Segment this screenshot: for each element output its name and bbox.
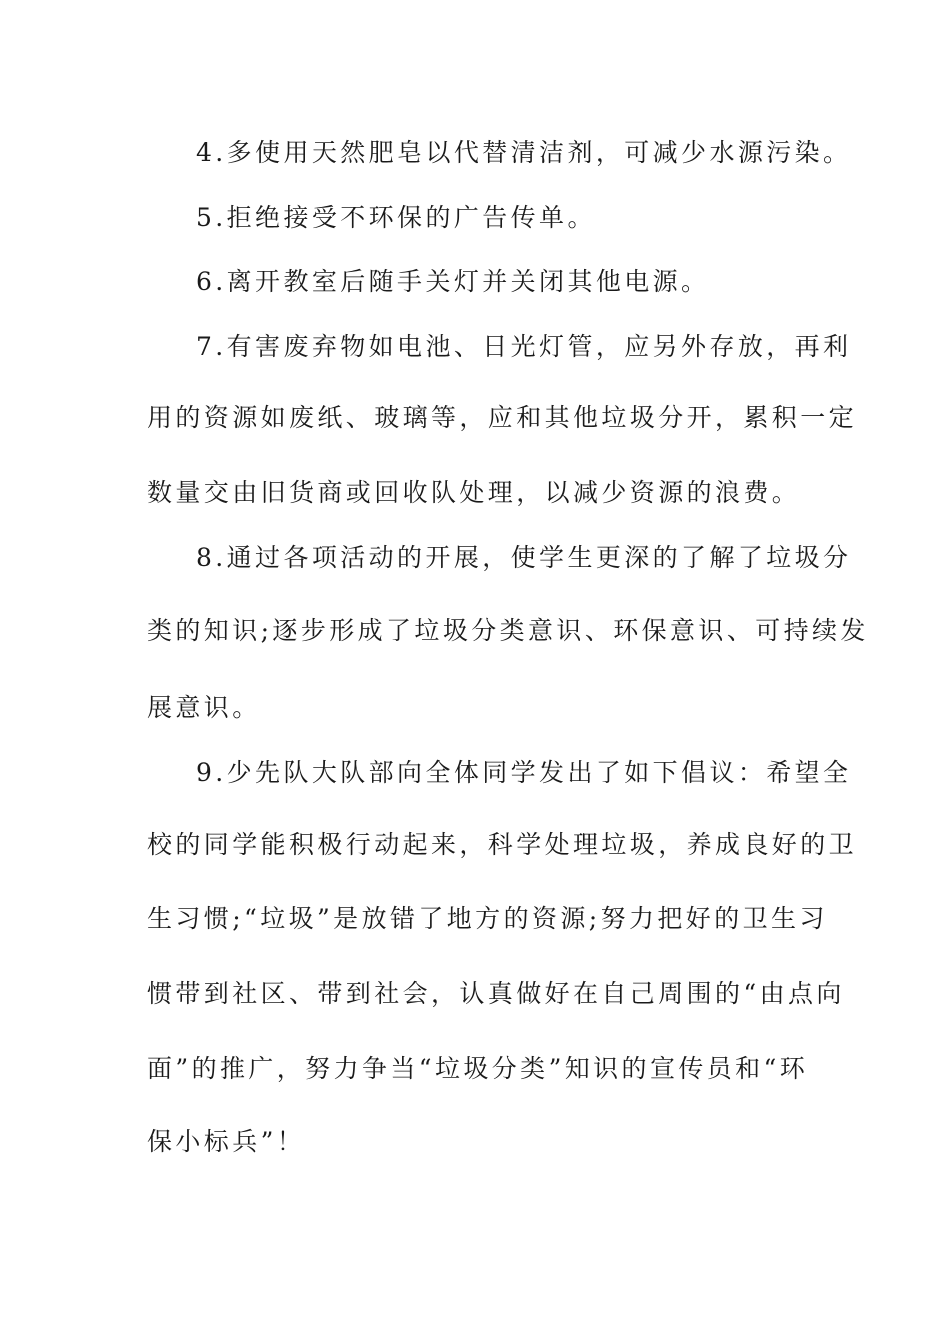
paragraph-6-line-1: 6.离开教室后随手关灯并关闭其他电源。 — [196, 267, 710, 296]
paragraph-9-line-4: 惯带到社区、带到社会，认真做好在自己周围的“由点向 — [147, 979, 845, 1008]
paragraph-9-line-5: 面”的推广，努力争当“垃圾分类”知识的宣传员和“环 — [147, 1054, 809, 1083]
paragraph-5-line-1: 5.拒绝接受不环保的广告传单。 — [196, 203, 596, 232]
paragraph-9-line-1: 9.少先队大队部向全体同学发出了如下倡议：希望全 — [196, 758, 852, 787]
paragraph-8-line-2: 类的知识;逐步形成了垃圾分类意识、环保意识、可持续发 — [147, 616, 869, 645]
paragraph-8-line-1: 8.通过各项活动的开展，使学生更深的了解了垃圾分 — [196, 543, 852, 572]
paragraph-7-line-1: 7.有害废弃物如电池、日光灯管，应另外存放，再利 — [196, 332, 852, 361]
paragraph-9-line-2: 校的同学能积极行动起来，科学处理垃圾，养成良好的卫 — [147, 830, 858, 859]
paragraph-8-line-3: 展意识。 — [147, 693, 261, 722]
paragraph-4-line-1: 4.多使用天然肥皂以代替清洁剂，可减少水源污染。 — [196, 138, 852, 167]
paragraph-9-line-6: 保小标兵”！ — [147, 1127, 306, 1156]
paragraph-9-line-3: 生习惯;“垃圾”是放错了地方的资源;努力把好的卫生习 — [147, 904, 828, 933]
paragraph-7-line-3: 数量交由旧货商或回收队处理，以减少资源的浪费。 — [147, 478, 801, 507]
paragraph-7-line-2: 用的资源如废纸、玻璃等，应和其他垃圾分开，累积一定 — [147, 403, 858, 432]
